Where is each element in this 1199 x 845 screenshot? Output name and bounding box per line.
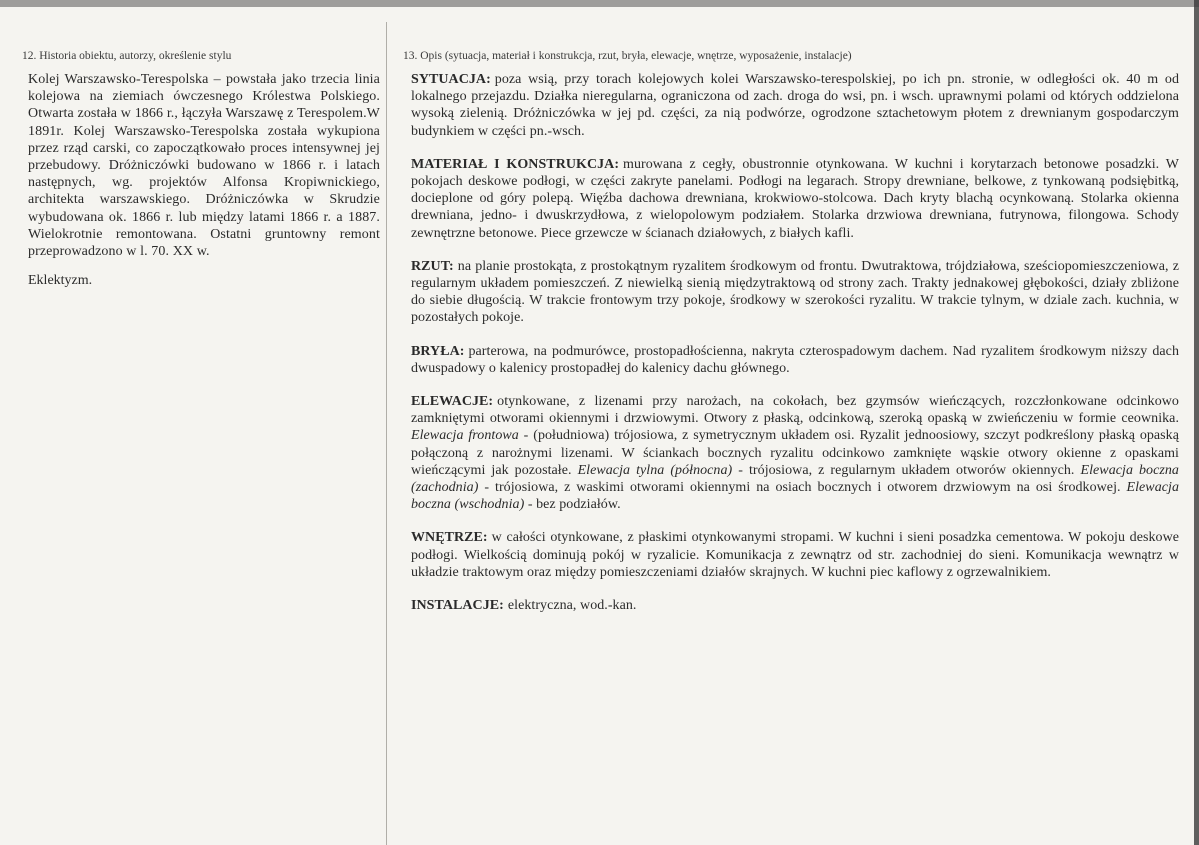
history-heading: 12. Historia obiektu, autorzy, określenie stylu [22,50,232,62]
elewacja-zachodnia-term: Elewacja boczna (zachodnia) [411,462,1179,496]
elewacje-text-5: - bez podziałów. [527,497,621,513]
wnetrze-paragraph [411,529,1179,581]
bryla-label: BRYŁA: [411,343,465,359]
material-text: murowana z cegły, obustronnie otynkowana. W kuchni i korytarzach betonowe posadzki. W pokojach deskowe podłogi, w części zakryte panelami. Podłogi na legarach. Stropy drewniane, belkowe, z tynkowaną podsiębitką, docieplone od góry polepą. Więźba dachowa drewniana, krokwiowo-stolcowa. Dach kryty blachą ocynkowaną. Stolarka okienna drewniana, jedno- i dwuskrzydłowa, z wielopolowym podziałem. Stolarka drzwiowa drewniana, futrynowa, filongowa. Schody zewnętrzne betonowe. Piece grzewcze w ścianach działowych, z białych kafli. [411,156,1180,241]
elewacja-wschodnia-term: Elewacja boczna (wschodnia) [411,480,1179,513]
elewacja-frontowa-term: Elewacja frontowa [411,428,519,444]
elewacja-tylna-term: Elewacja tylna (północna) [577,462,733,478]
column-divider [386,22,387,845]
wnetrze-label: WNĘTRZE: [411,530,488,546]
scan-right-edge [1194,0,1199,845]
sytuacja-paragraph [411,71,1179,140]
history-text: Kolej Warszawsko-Terespolska – powstała jako trzecia linia kolejowa na ziemiach ówczesnego Królestwa Polskiego. Otwarta została w 1866 r., łączyła Warszawę z Terespolem.W 1891r. Kolej Warszawsko-Terespolska została wykupiona przez rząd carski, co zapoczątkowało proces intensywnej jej przebudowy. Dróżniczówki budowano w 1866 r. i latach następnych, wg. projektów Alfonsa Kropiwnickiego, architekta warszawskiego. Dróżniczówka w Skrudzie wybudowana ok. 1866 r. lub między latami 1866 r. a 1887. Wielokrotnie remontowana. Ostatni gruntowny remont przeprowadzono w l. 70. XX w. [28,72,380,260]
instalacje-text: elektryczna, wod.-kan. [507,598,637,614]
elewacje-text-4: - trójosiowa, z waskimi otworami okiennymi na osiach bocznych i otworem drzwiowym na osi środkowej. [484,480,1121,496]
scan-top-edge [0,0,1199,7]
description-heading: 13. Opis (sytuacja, materiał i konstrukcja, rzut, bryła, elewacje, wnętrze, wyposażenie, instalacje) [403,50,852,62]
elewacje-label: ELEWACJE: [411,394,494,410]
elewacje-text-3: - trójosiowa, z regularnym układem otworów okiennych. [738,462,1075,478]
style-text: Eklektyzm. [28,273,93,289]
bryla-paragraph [411,343,1179,377]
sytuacja-text: poza wsią, przy torach kolejowych kolei Warszawsko-terespolskiej, po ich pn. stronie, w odległości ok. 40 m od lokalnego przejazdu. Działka nieregularna, ograniczona od zach. droga do wsi, pn. i wsch. uprawnymi polami od których oddzielona wysoką zielenią. Dróżniczówka w jej pd. części, za nią podwórze, ogrodzone sztachetowym płotem z drewnianym gospodarczym budynkiem w części pn.-wsch. [411,72,1179,139]
rzut-paragraph [411,258,1179,327]
elewacje-text-2: - (południowa) trójosiowa, z symetrycznym układem osi. Ryzalit jednoosiowy, szczyt podkreślony płaską opaską połączoną z narożnymi lizenami. W ściankach bocznych ryzalitu odcinkowo zamknięte wąskie otwory okienne z opaskami wieńczącymi jak pozostałe. [411,428,1179,478]
rzut-label: RZUT: [411,258,454,274]
wnetrze-text: w całości otynkowane, z płaskimi otynkowanymi stropami. W kuchni i sieni posadzka cementowa. W pokoju deskowe podłogi. Wielkością dominują pokój w ryzalicie. Komunikacja z zewnątrz od str. zachodniej do sieni. Komunikacja wewnątrz w układzie traktowym oraz między pomieszczeniami działów skrajnych. W kuchni piec kaflowy z ogrzewalnikiem. [411,530,1179,580]
elewacje-text-1: otynkowane, z lizenami przy narożach, na cokołach, bez gzymsów wieńczących, rozczłonkowane odcinkowo zamkniętymi otworami okiennymi i drzwiowymi. Otwory z płaską, odcinkową, szeroką opaską w zwieńczeniu w formie ceownika. [411,394,1179,427]
instalacje-paragraph [411,597,1179,614]
material-paragraph [411,156,1179,242]
history-column [22,50,380,289]
instalacje-label: INSTALACJE: [411,598,504,614]
rzut-text: na planie prostokąta, z prostokątnym ryzalitem środkowym od frontu. Dwutraktowa, trójdziałowa, sześciopomieszczeniowa, z regularnym układem pomieszczeń. Z niewielką sienią międzytraktową od strony zach. Trakty jednakowej głębokości, działy zbliżone do siebie długością. W trakcie frontowym trzy pokoje, środkowy w szerokości ryzalitu. W trakcie tylnym, w dziale zach. kuchnia, w pozostałych pokoje. [411,258,1179,326]
material-label: MATERIAŁ I KONSTRUKCJA: [411,156,620,172]
description-column [403,50,1179,630]
elewacje-paragraph [411,393,1179,513]
bryla-text: parterowa, na podmurówce, prostopadłościenna, nakryta czterospadowym dachem. Nad ryzalitem środkowym niższy dach dwuspadowy o kalenicy prostopadłej do kalenicy dachu głównego. [411,343,1179,376]
sytuacja-label: SYTUACJA: [411,72,491,87]
